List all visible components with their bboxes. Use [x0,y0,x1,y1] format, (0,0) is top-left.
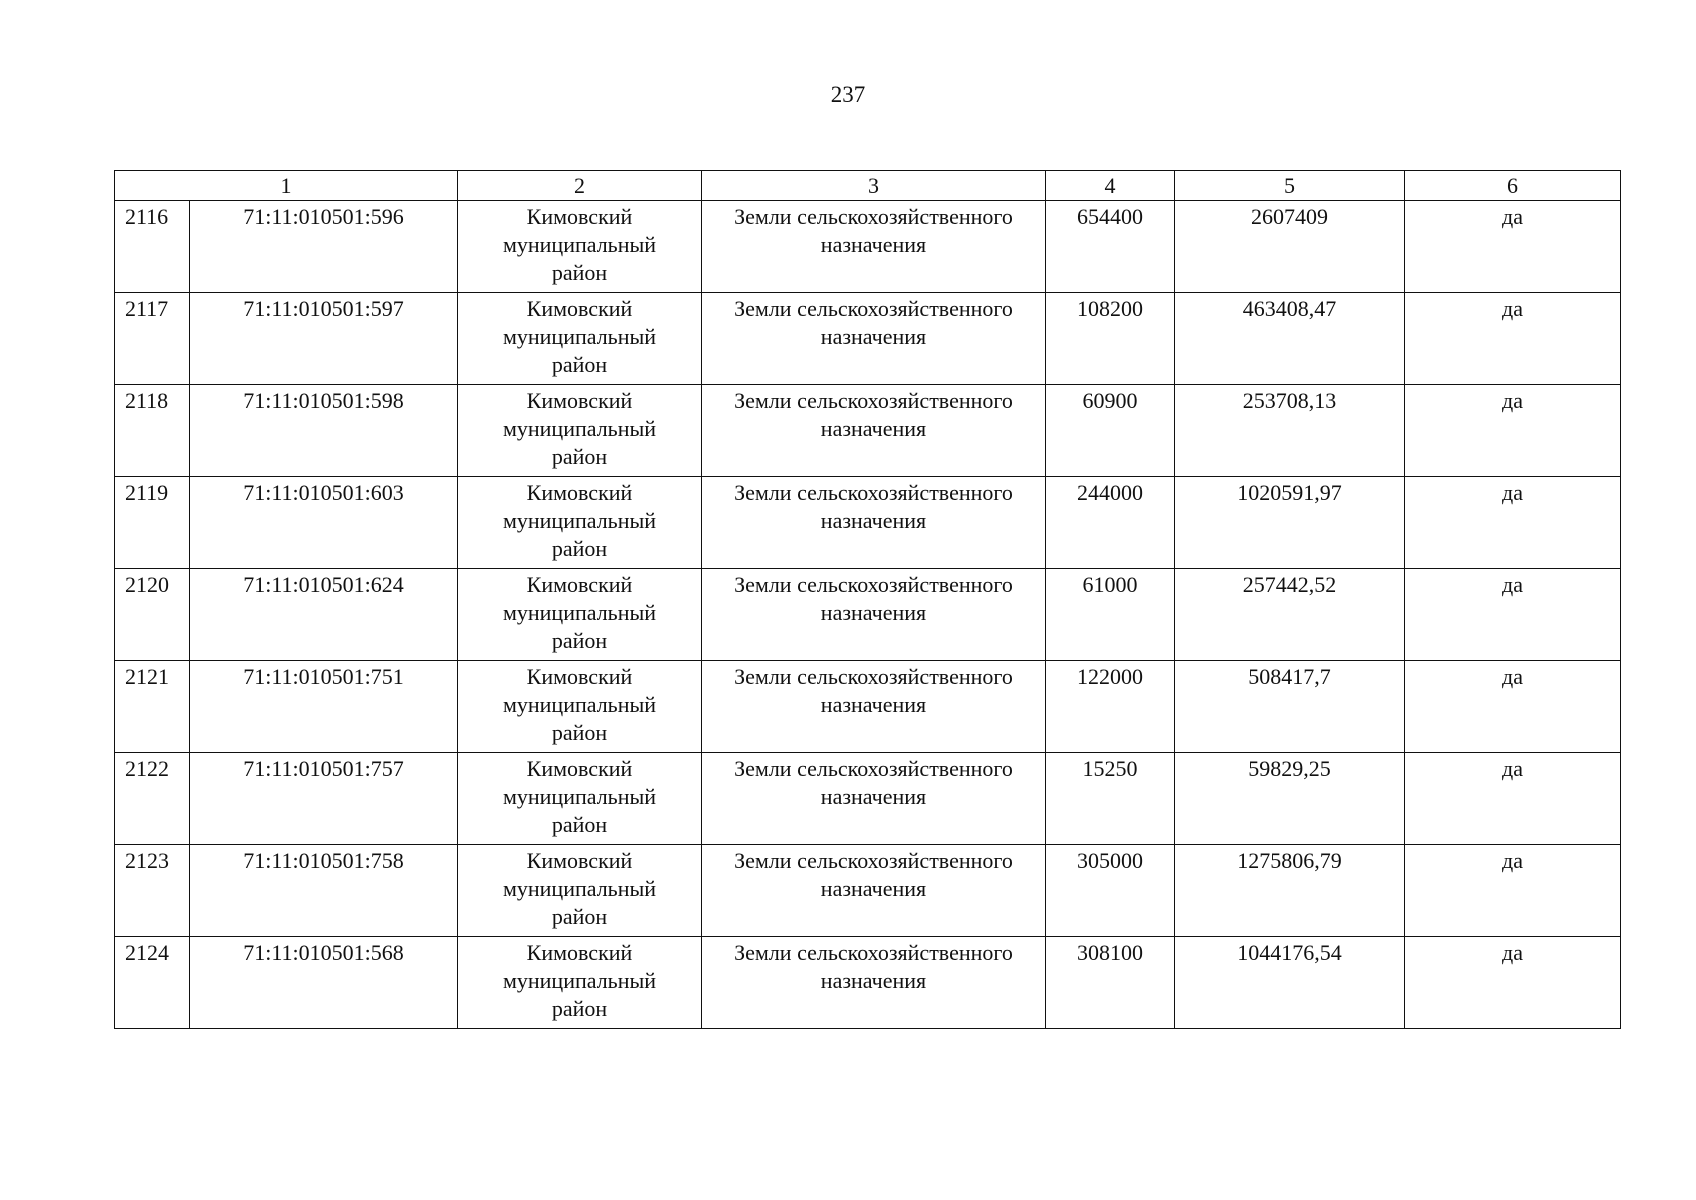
district-cell-line: Кимовский [526,204,633,229]
land-category-cell [702,201,1046,293]
row-number-cell: 2124 [115,937,190,1029]
land-category-cell-line: назначения [820,508,927,533]
district-cell-line: Кимовский [526,388,633,413]
cadastral-number-cell: 71:11:010501:758 [190,845,458,937]
land-category-cell-line: назначения [820,968,927,993]
row-number-cell: 2119 [115,477,190,569]
district-cell-line: Кимовский [526,572,633,597]
flag-cell: да [1405,753,1621,845]
land-category-cell-line: назначения [820,232,927,257]
table-row [115,661,1621,753]
land-category-cell [702,937,1046,1029]
area-cell: 108200 [1046,293,1175,385]
district-cell-line: район [551,904,608,929]
land-category-cell-line: назначения [820,692,927,717]
district-cell-line: муниципальный [502,968,657,993]
district-cell-line: муниципальный [502,416,657,441]
row-number-cell: 2117 [115,293,190,385]
cadastral-number-cell: 71:11:010501:568 [190,937,458,1029]
district-cell [458,845,702,937]
cadastral-number-cell: 71:11:010501:597 [190,293,458,385]
area-cell: 305000 [1046,845,1175,937]
column-header-6: 6 [1405,171,1621,201]
district-cell-line: Кимовский [526,296,633,321]
district-cell [458,753,702,845]
flag-cell: да [1405,937,1621,1029]
area-cell: 61000 [1046,569,1175,661]
row-number-cell: 2121 [115,661,190,753]
land-category-cell-line: назначения [820,600,927,625]
table-row [115,753,1621,845]
land-category-cell [702,293,1046,385]
land-category-cell-line: назначения [820,784,927,809]
land-category-cell [702,385,1046,477]
district-cell-line: район [551,260,608,285]
cadastral-value-cell: 463408,47 [1175,293,1405,385]
district-cell-line: Кимовский [526,940,633,965]
cadastral-value-cell: 1275806,79 [1175,845,1405,937]
district-cell-line: муниципальный [502,784,657,809]
flag-cell: да [1405,569,1621,661]
district-cell-line: район [551,536,608,561]
flag-cell: да [1405,661,1621,753]
district-cell [458,937,702,1029]
district-cell-line: муниципальный [502,692,657,717]
area-cell: 654400 [1046,201,1175,293]
area-cell: 308100 [1046,937,1175,1029]
district-cell-line: Кимовский [526,480,633,505]
page-number: 237 [830,82,866,107]
land-category-cell-line: Земли сельскохозяйственного [734,848,1013,873]
cadastral-value-cell: 59829,25 [1175,753,1405,845]
land-category-cell [702,845,1046,937]
land-category-cell-line: Земли сельскохозяйственного [734,296,1013,321]
land-category-cell [702,569,1046,661]
land-category-cell-line: Земли сельскохозяйственного [734,204,1013,229]
district-cell [458,661,702,753]
table-row [115,293,1621,385]
district-cell-line: район [551,444,608,469]
land-category-cell-line: Земли сельскохозяйственного [734,388,1013,413]
district-cell-line: район [551,996,608,1021]
table-row [115,569,1621,661]
row-number-cell: 2118 [115,385,190,477]
cadastral-value-cell: 257442,52 [1175,569,1405,661]
row-number-cell: 2122 [115,753,190,845]
land-category-cell-line: назначения [820,324,927,349]
area-cell: 122000 [1046,661,1175,753]
land-registry-table [114,170,1621,1029]
flag-cell: да [1405,293,1621,385]
cadastral-number-cell: 71:11:010501:757 [190,753,458,845]
table-body [115,171,1621,1029]
column-number-header-row [115,171,1621,201]
table-row [115,385,1621,477]
cadastral-number-cell: 71:11:010501:624 [190,569,458,661]
district-cell-line: район [551,628,608,653]
cadastral-value-cell: 1044176,54 [1175,937,1405,1029]
district-cell-line: муниципальный [502,324,657,349]
row-number-cell: 2123 [115,845,190,937]
table-row [115,201,1621,293]
cadastral-number-cell: 71:11:010501:603 [190,477,458,569]
row-number-cell: 2116 [115,201,190,293]
district-cell [458,569,702,661]
cadastral-value-cell: 253708,13 [1175,385,1405,477]
cadastral-number-cell: 71:11:010501:596 [190,201,458,293]
cadastral-value-cell: 508417,7 [1175,661,1405,753]
flag-cell: да [1405,845,1621,937]
column-header-4: 4 [1046,171,1175,201]
district-cell-line: муниципальный [502,600,657,625]
land-category-cell-line: назначения [820,416,927,441]
land-category-cell-line: назначения [820,876,927,901]
area-cell: 244000 [1046,477,1175,569]
district-cell-line: район [551,720,608,745]
district-cell-line: Кимовский [526,756,633,781]
land-category-cell [702,753,1046,845]
land-category-cell-line: Земли сельскохозяйственного [734,664,1013,689]
district-cell [458,385,702,477]
column-header-2: 2 [458,171,702,201]
district-cell-line: муниципальный [502,232,657,257]
flag-cell: да [1405,477,1621,569]
land-category-cell [702,661,1046,753]
district-cell-line: муниципальный [502,876,657,901]
column-header-5: 5 [1175,171,1405,201]
district-cell [458,201,702,293]
land-category-cell-line: Земли сельскохозяйственного [734,480,1013,505]
district-cell [458,477,702,569]
table-row [115,937,1621,1029]
area-cell: 60900 [1046,385,1175,477]
district-cell [458,293,702,385]
flag-cell: да [1405,385,1621,477]
area-cell: 15250 [1046,753,1175,845]
district-cell-line: Кимовский [526,848,633,873]
district-cell-line: Кимовский [526,664,633,689]
cadastral-value-cell: 1020591,97 [1175,477,1405,569]
column-header-1: 1 [115,171,458,201]
district-cell-line: муниципальный [502,508,657,533]
flag-cell: да [1405,201,1621,293]
column-header-3: 3 [702,171,1046,201]
row-number-cell: 2120 [115,569,190,661]
district-cell-line: район [551,352,608,377]
land-category-cell-line: Земли сельскохозяйственного [734,940,1013,965]
table-row [115,477,1621,569]
table-row [115,845,1621,937]
land-category-cell-line: Земли сельскохозяйственного [734,572,1013,597]
land-category-cell-line: Земли сельскохозяйственного [734,756,1013,781]
district-cell-line: район [551,812,608,837]
land-category-cell [702,477,1046,569]
cadastral-number-cell: 71:11:010501:751 [190,661,458,753]
cadastral-number-cell: 71:11:010501:598 [190,385,458,477]
cadastral-value-cell: 2607409 [1175,201,1405,293]
